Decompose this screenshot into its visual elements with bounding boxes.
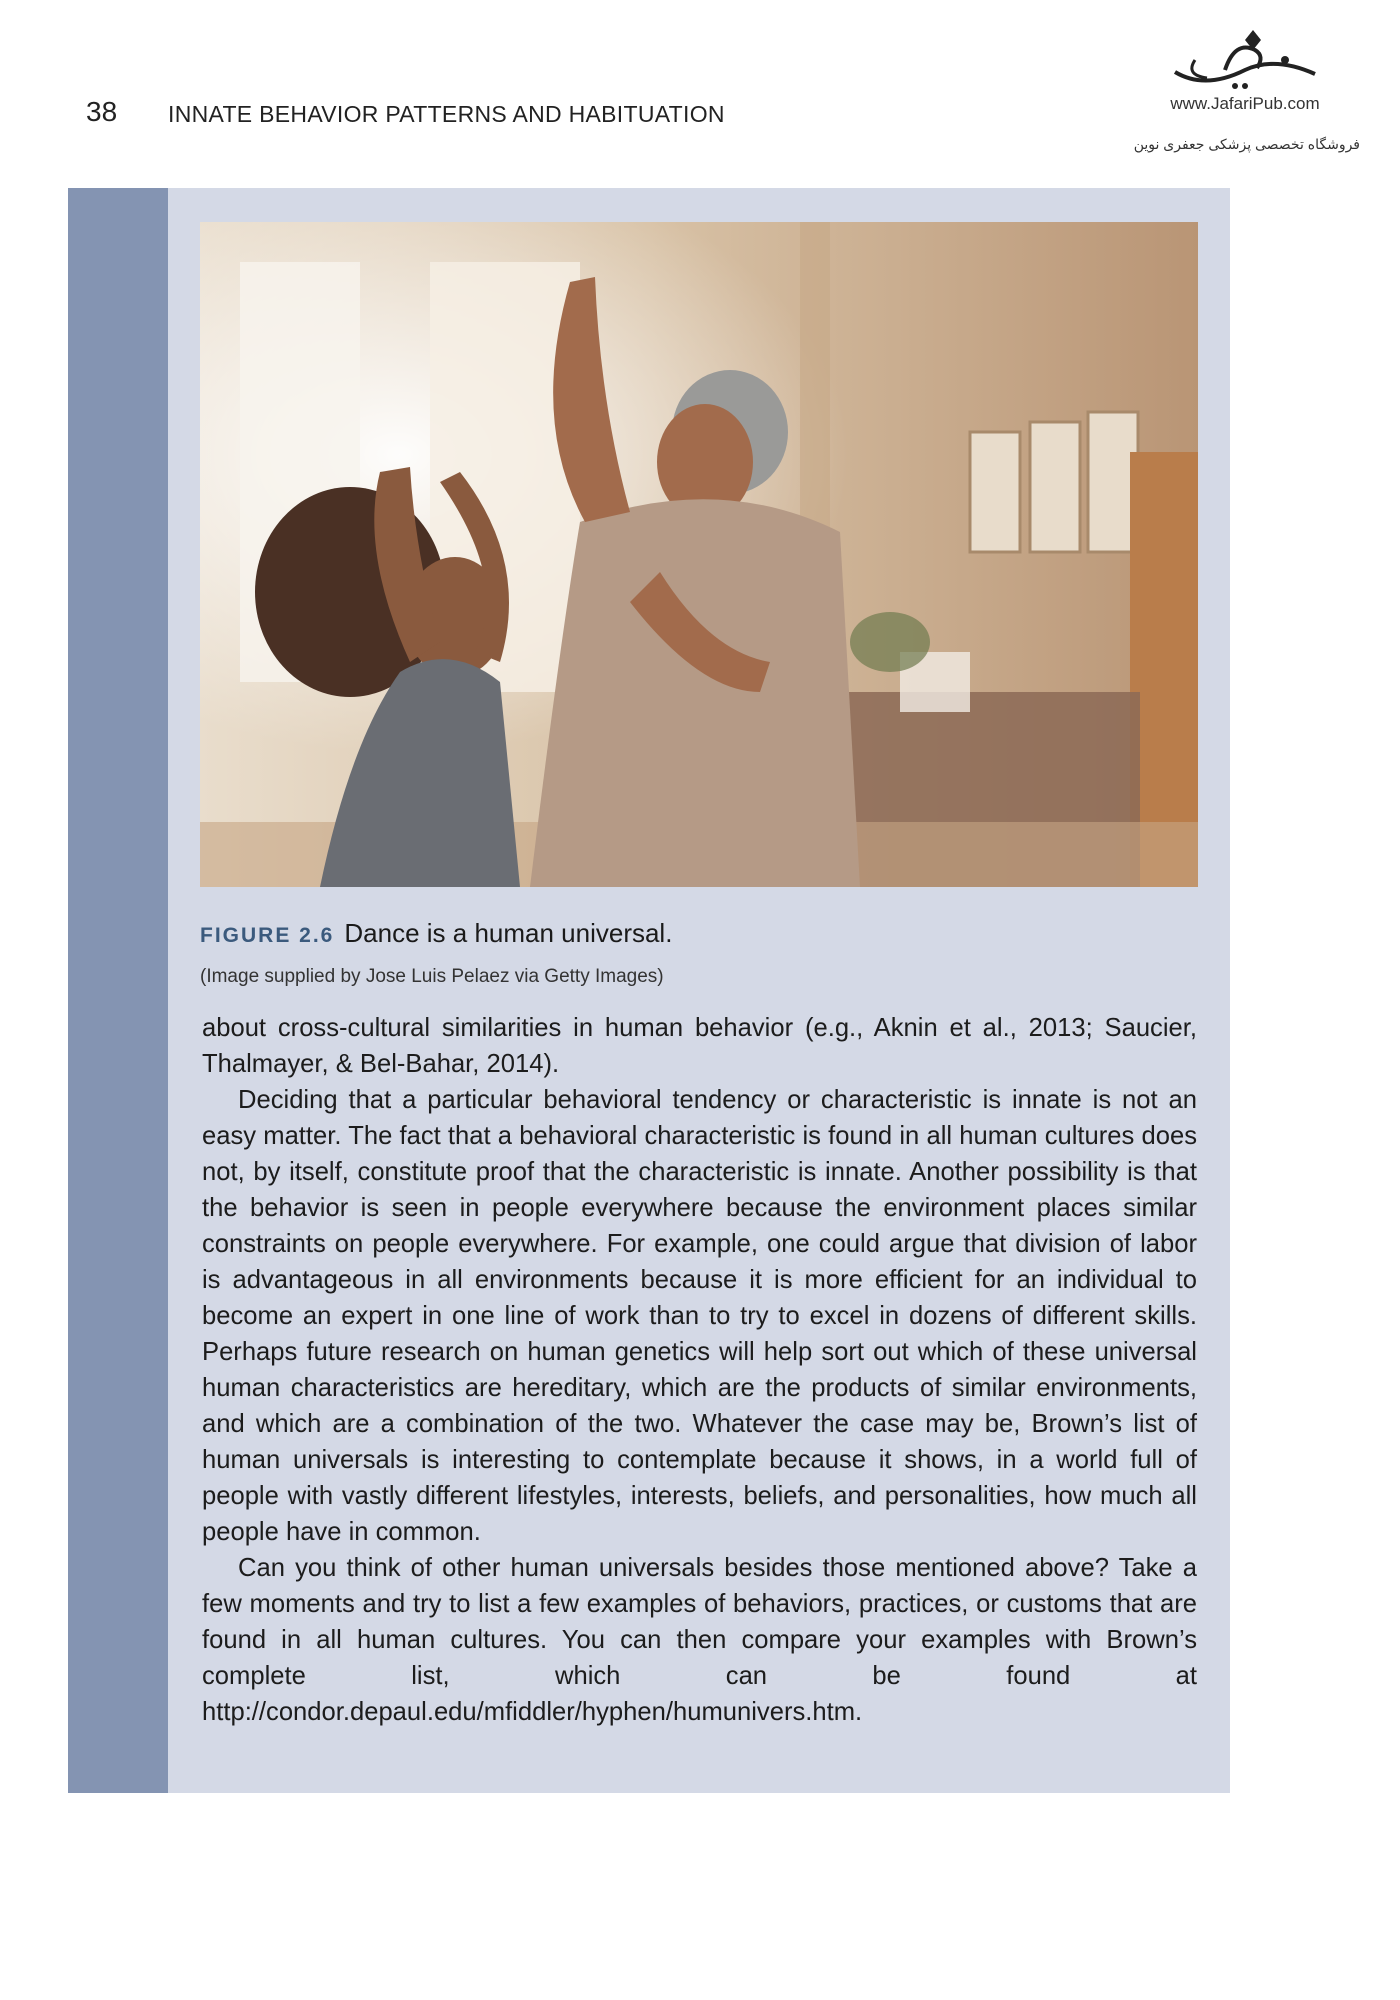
running-head: INNATE BEHAVIOR PATTERNS AND HABITUATION: [168, 101, 725, 127]
calligraphy-logo-icon: [1165, 20, 1325, 100]
figure-caption-text: Dance is a human universal.: [344, 918, 673, 948]
panel-accent-band: [68, 188, 168, 1793]
paragraph-2: Deciding that a particular behavioral tendency or characteristic is innate is not an easy matter. The fact that a behavioral characteristic is found in all human cultures does not, by itself, constitute proof that the characteristic is innate. Another possibility is that the behavior is seen in people everywhere because the environment places similar constraints on people everywhere. For example, one could argue that division of labor is advantageous in all environments because it is more efficient for an individual to become an expert in one line of work than to try to excel in dozens of different skills. Perhaps future research on human genetics will help sort out which of these universal human characteristics are hereditary, which are the products of similar environments, and which are a combination of the two. Whatever the case may be, Brown’s list of human universals is interesting to contemplate because it shows, in a world full of people with vastly different lifestyles, interests, beliefs, and personalities, how much all people have in common.: [202, 1086, 1197, 1546]
figure-label: FIGURE 2.6: [200, 924, 335, 947]
publisher-logo: [1160, 20, 1330, 120]
body-text: [202, 1010, 1197, 1730]
page-number: 38: [86, 96, 118, 127]
paragraph-1: about cross-cultural similarities in human behavior (e.g., Aknin et al., 2013; Saucier, Thalmayer, & Bel-Bahar, 2014).: [202, 1014, 1197, 1078]
publisher-url: www.JafariPub.com: [1170, 94, 1320, 113]
dancing-photo-illustration: [200, 222, 1198, 887]
paragraph-3: Can you think of other human universals besides those mentioned above? Take a few moments and try to list a few examples of behaviors, practices, or customs that are found in all human cultures. You can then compare your examples with Brown’s complete list, which can be found at http://condor.depaul.edu/mfiddler/hyphen/humunivers.htm.: [202, 1554, 1197, 1726]
publisher-caption: فروشگاه تخصصی پزشکی جعفری نوین: [1133, 136, 1360, 152]
figure-photo: [200, 222, 1198, 887]
figure-caption: [200, 918, 672, 949]
figure-credit: (Image supplied by Jose Luis Pelaez via Getty Images): [200, 966, 664, 987]
